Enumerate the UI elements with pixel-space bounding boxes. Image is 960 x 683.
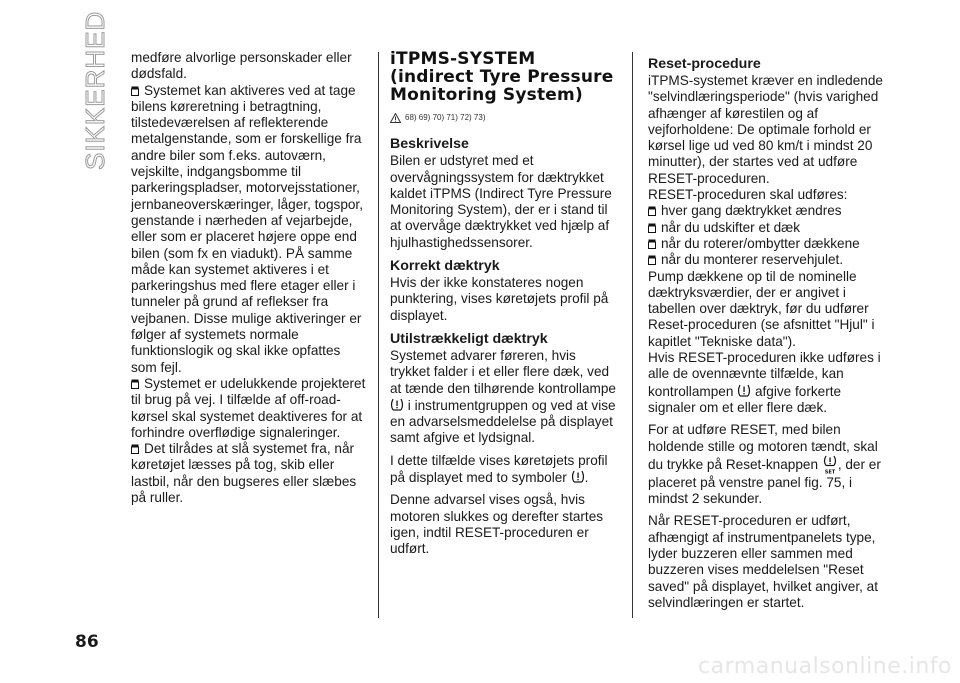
heading-reset: Reset-procedure	[648, 56, 761, 72]
para-denne: Denne advarsel vises også, hvis motoren slukkes og derefter startes igen, indtil RESET-proceduren er udført.	[390, 492, 604, 557]
checkbox-bullet-icon	[648, 223, 656, 233]
reset-button-icon	[822, 455, 838, 475]
para-reset-6: Når RESET-proceduren er udført, afhængigt af instrumentpanelets type, lyder buzzeren eller sammen med buzzeren vises meddelelsen "Reset saved" på displayet, hvilket angiver, at selvindlæringen er startet.	[648, 513, 879, 610]
page-number: 86	[75, 632, 99, 652]
checkbox-bullet-icon	[131, 86, 139, 96]
list-item: når du monterer reservehjulet.	[648, 252, 884, 268]
list-item: hver gang dæktrykket ændres	[648, 203, 884, 219]
warning-triangle-icon	[390, 113, 401, 123]
column-1	[131, 50, 367, 506]
checkbox-bullet-icon	[648, 255, 656, 265]
para-profil: I dette tilfælde vises køretøjets profil på displayet med to symboler .	[390, 452, 608, 486]
para-reset-4: Hvis RESET-proceduren ikke udføres i alle de ovennævnte tilfælde, kan kontrollampen afgive forkerte signaler om et eller flere dæk.	[648, 350, 881, 415]
para-reset-3: Pump dækkene op til de nominelle dæktryksværdier, der er angivet i tabellen over dæktryk, før du udfører Reset-proceduren (se afsnittet "Hjul" i kapitlet "Tekniske data").	[648, 268, 875, 349]
section-label-text: SIKKERHED	[80, 10, 110, 170]
heading-korrekt: Korrekt dæktryk	[390, 258, 500, 275]
tyre-pressure-warning-icon	[737, 383, 751, 399]
para-reset-1: iTPMS-systemet kræver en indledende "selvindlæringsperiode" (hvis varighed afhænger af kørestilen og af vejforholdene: De optimale forhold er kørsel lige ud ved 80 km/t i mindst 20 minutter), der startes ved at udføre RESET-proceduren.	[648, 73, 883, 186]
column-divider	[632, 52, 633, 618]
col1-intro: medføre alvorlige personskader eller dødsfald.	[131, 50, 352, 82]
column-3	[648, 50, 884, 611]
para-reset-2: RESET-proceduren skal udføres:	[648, 187, 848, 203]
column-divider	[378, 52, 379, 618]
para-beskrivelse: Bilen er udstyret med et overvågningssystem for dæktrykket kaldet iTPMS (Indirect Tyre Pressure Monitoring System), der er i stand til at overvåge dæktrykket ved hjælp af hjulhastighedssensorer.	[390, 153, 612, 250]
checkbox-bullet-icon	[131, 444, 139, 454]
tyre-pressure-warning-icon	[571, 469, 585, 485]
tyre-pressure-warning-icon	[390, 397, 404, 413]
checkbox-bullet-icon	[131, 379, 139, 389]
section-label	[72, 10, 112, 182]
para-utilstraekkeligt: Systemet advarer føreren, hvis trykket falder i et eller flere dæk, ved at tænde den tilhørende kontrollampe i instrumentgruppen og ved at vise en advarselsmeddelelse på displayet samt afgive et lydsignal.	[390, 347, 616, 446]
column-2	[390, 50, 618, 558]
para-korrekt: Hvis der ikke konstateres nogen punktering, vises køretøjets profil på displayet.	[390, 275, 609, 323]
list-item: når du udskifter et dæk	[648, 220, 884, 236]
para-reset-5: For at udføre RESET, med bilen holdende stille og motoren tændt, skal du trykke på Reset-knappen SET , der er placeret på venstre panel fig. 75, i mindst 2 sekunder.	[648, 422, 881, 507]
checkbox-bullet-icon	[648, 206, 656, 216]
warning-refs: 68) 69) 70) 71) 72) 73)	[390, 110, 618, 126]
list-item: Systemet er udelukkende projekteret til brug på vej. I tilfælde af off-road-kørsel skal systemet deaktiveres for at forhindre overflødige signaleringer.	[131, 375, 366, 440]
section-title: iTPMS-SYSTEM (indirect Tyre Pressure Monitoring System)	[390, 49, 614, 105]
heading-beskrivelse: Beskrivelse	[390, 136, 469, 153]
heading-utilstraekkeligt: Utilstrækkeligt dæktryk	[390, 330, 548, 347]
checkbox-bullet-icon	[648, 239, 656, 249]
svg-text:SET: SET	[824, 469, 836, 475]
list-item: Det tilrådes at slå systemet fra, når køretøjet læsses på tog, skib eller lastbil, når den bugseres eller slæbes på ruller.	[131, 441, 357, 506]
watermark: carmanualsonline.info	[698, 654, 952, 679]
list-item: Systemet kan aktiveres ved at tage bilens køreretning i betragtning, tilstedeværelsen af reflekterende metalgenstande, som er forskellige fra andre biler som f.eks. autoværn, vejskilte, indgangsbomme til parkeringspladser, motorvejsstationer, jernbaneoverskæringer, låger, togspor, genstande i nærheden af vejarbejde, eller som er placeret højere oppe end bilen (som fx en viadukt). PÅ samme måde kan systemet aktiveres i et parkeringshus med flere etager eller i tunneler på grund af reflekser fra vejbanen. Disse mulige aktiveringer er følger af systemets normale funktionslogik og skal ikke opfattes som fejl.	[131, 82, 363, 375]
list-item: når du roterer/ombytter dækkene	[648, 236, 884, 252]
